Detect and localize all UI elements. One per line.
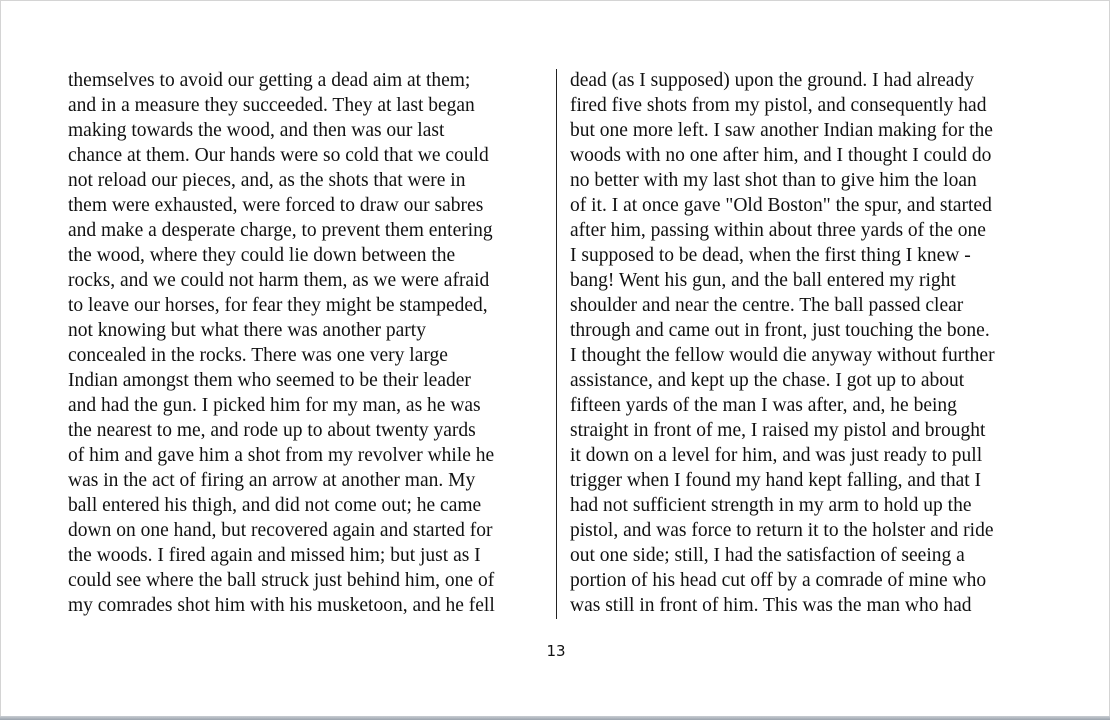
text-line: and had the gun. I picked him for my man, as he was bbox=[68, 395, 481, 416]
text-line: themselves to avoid our getting a dead aim at them; bbox=[68, 70, 471, 91]
text-line: was in the act of firing an arrow at another man. My bbox=[68, 470, 476, 491]
text-line: out one side; still, I had the satisfaction of seeing a bbox=[570, 545, 965, 566]
text-line: I thought the fellow would die anyway without further bbox=[570, 345, 995, 366]
text-line: of it. I at once gave "Old Boston" the spur, and started bbox=[570, 195, 992, 216]
text-line: and make a desperate charge, to prevent them entering bbox=[68, 220, 493, 241]
text-line: I supposed to be dead, when the first thing I knew - bbox=[570, 245, 971, 266]
text-line: the nearest to me, and rode up to about twenty yards bbox=[68, 420, 476, 441]
text-line: down on one hand, but recovered again and started for bbox=[68, 520, 493, 541]
text-line: bang! Went his gun, and the ball entered my right bbox=[570, 270, 956, 291]
text-line: my comrades shot him with his musketoon, and he fell bbox=[68, 595, 495, 616]
text-line: was still in front of him. This was the man who had bbox=[570, 595, 972, 616]
text-line: making towards the wood, and then was our last bbox=[68, 120, 445, 141]
text-line: ball entered his thigh, and did not come out; he came bbox=[68, 495, 482, 516]
page-bottom-edge bbox=[0, 716, 1110, 720]
text-line: to leave our horses, for fear they might be stampeded, bbox=[68, 295, 488, 316]
text-line: fifteen yards of the man I was after, and, he being bbox=[570, 395, 957, 416]
text-line: shoulder and near the centre. The ball passed clear bbox=[570, 295, 964, 316]
text-line: straight in front of me, I raised my pistol and brought bbox=[570, 420, 986, 441]
text-line: had not sufficient strength in my arm to hold up the bbox=[570, 495, 972, 516]
text-line: through and came out in front, just touching the bone. bbox=[570, 320, 990, 341]
text-line: no better with my last shot than to give him the loan bbox=[570, 170, 977, 191]
text-line: pistol, and was force to return it to the holster and ride bbox=[570, 520, 994, 541]
text-line: trigger when I found my hand kept falling, and that I bbox=[570, 470, 982, 491]
text-line: woods with no one after him, and I thought I could do bbox=[570, 145, 992, 166]
text-line: the wood, where they could lie down between the bbox=[68, 245, 456, 266]
text-line: of him and gave him a shot from my revolver while he bbox=[68, 445, 495, 466]
column-divider bbox=[556, 69, 557, 619]
page-number: 13 bbox=[546, 642, 566, 660]
text-line: dead (as I supposed) upon the ground. I had already bbox=[570, 70, 974, 91]
text-line: and in a measure they succeeded. They at last began bbox=[68, 95, 475, 116]
text-line: the woods. I fired again and missed him; but just as I bbox=[68, 545, 481, 566]
text-line: them were exhausted, were forced to draw our sabres bbox=[68, 195, 484, 216]
text-line: fired five shots from my pistol, and consequently had bbox=[570, 95, 987, 116]
text-line: not knowing but what there was another party bbox=[68, 320, 426, 341]
text-line: chance at them. Our hands were so cold that we could bbox=[68, 145, 489, 166]
text-line: after him, passing within about three yards of the one bbox=[570, 220, 986, 241]
right-text-column bbox=[570, 68, 1060, 618]
text-line: it down on a level for him, and was just ready to pull bbox=[570, 445, 983, 466]
text-line: assistance, and kept up the chase. I got up to about bbox=[570, 370, 965, 391]
left-text-column bbox=[68, 68, 558, 618]
text-line: could see where the ball struck just behind him, one of bbox=[68, 570, 495, 591]
text-line: rocks, and we could not harm them, as we were afraid bbox=[68, 270, 490, 291]
text-line: but one more left. I saw another Indian making for the bbox=[570, 120, 993, 141]
text-line: portion of his head cut off by a comrade of mine who bbox=[570, 570, 987, 591]
text-line: not reload our pieces, and, as the shots that were in bbox=[68, 170, 466, 191]
text-line: Indian amongst them who seemed to be their leader bbox=[68, 370, 471, 391]
text-line: concealed in the rocks. There was one very large bbox=[68, 345, 448, 366]
